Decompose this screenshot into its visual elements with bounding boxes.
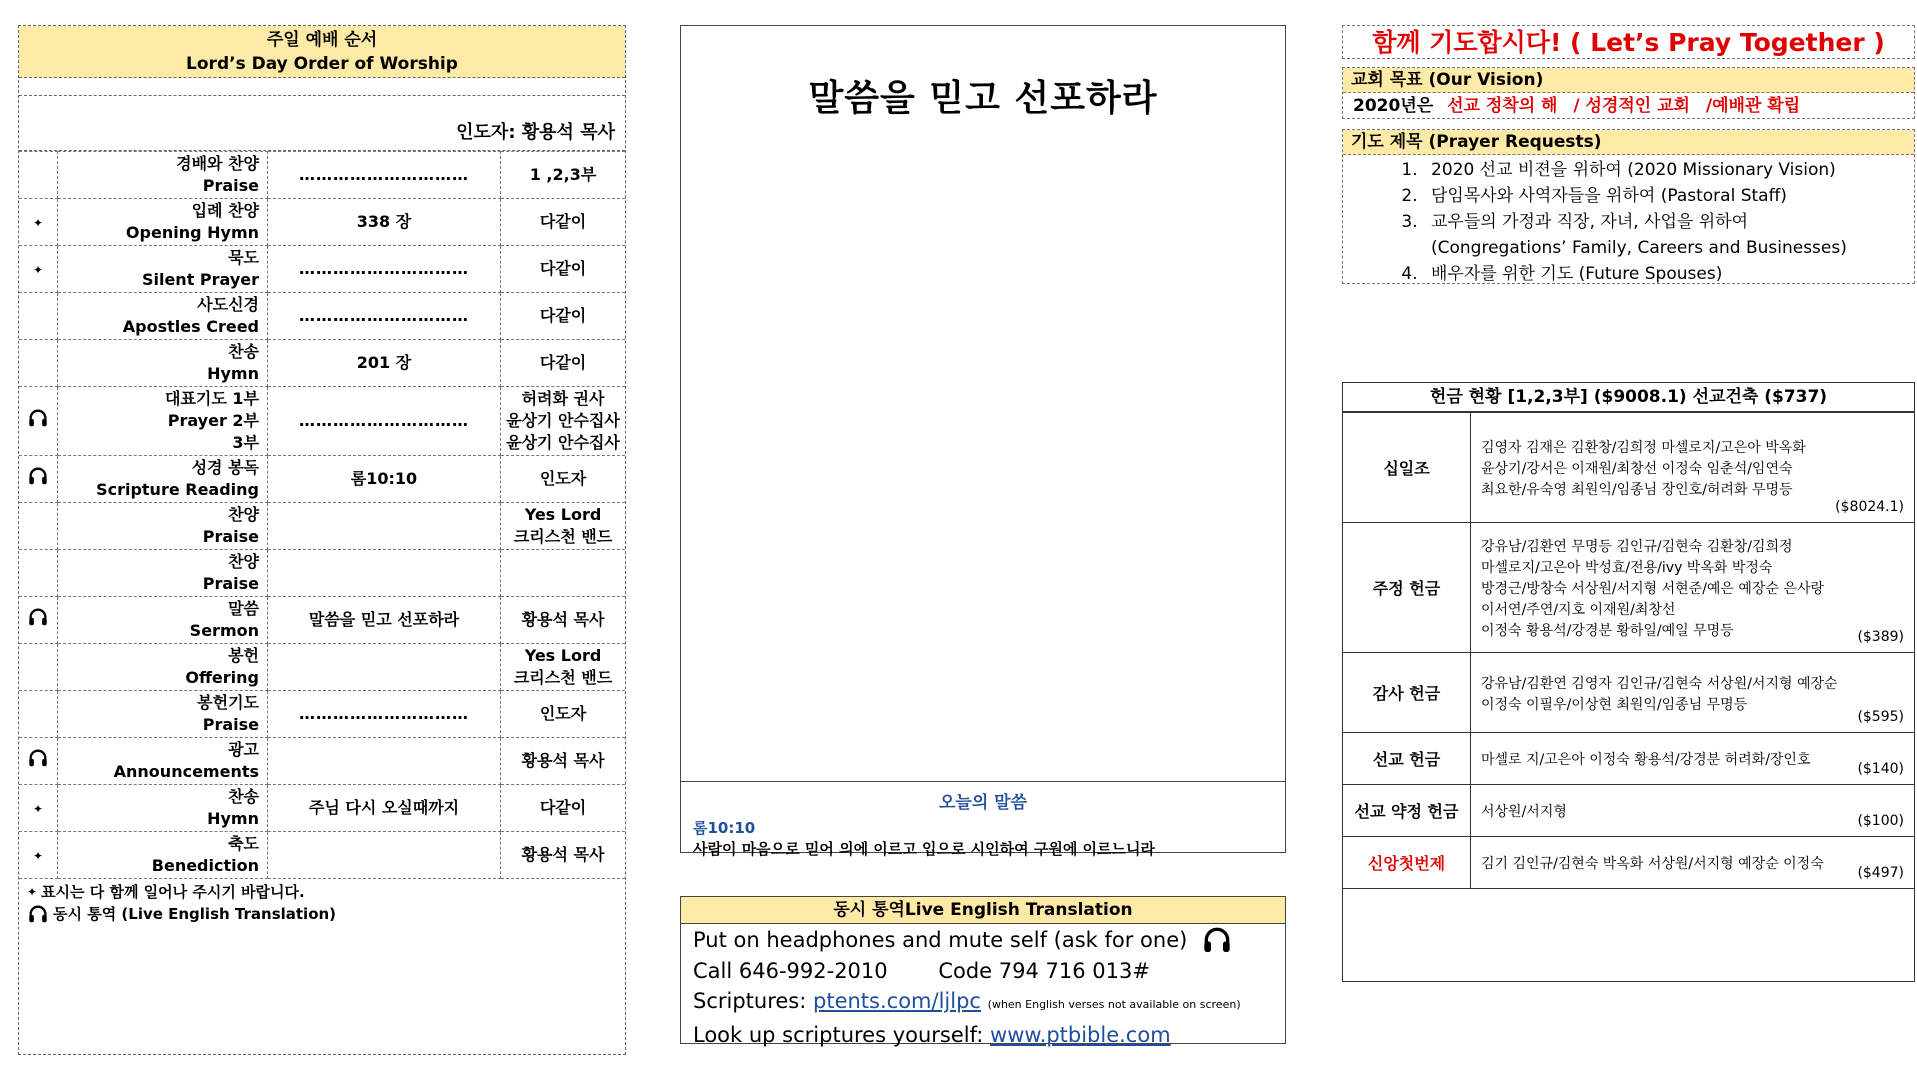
item-leader: 인도자 (539, 469, 587, 488)
row-item (58, 691, 268, 738)
row-leader (501, 456, 626, 503)
worship-row (19, 550, 625, 597)
donor-line: 김영자 김재은 김환창/김희정 마셀로지/고은아 박옥화 (1481, 440, 1806, 456)
row-detail: ………………………… (268, 691, 501, 738)
translation-line-call (681, 956, 1285, 986)
row-leader (501, 785, 626, 832)
offering-table (1343, 412, 1914, 889)
worship-row (19, 152, 625, 199)
row-item (58, 456, 268, 503)
offering-donors (1471, 837, 1915, 889)
row-marker (19, 387, 58, 456)
donor-line: 서상원/서지형 (1481, 804, 1567, 820)
item-leader: Yes Lord (524, 646, 602, 665)
worship-row (19, 503, 625, 550)
row-marker (19, 246, 58, 293)
verse-text: 사람이 마음으로 믿어 의에 이르고 입으로 시인하여 구원에 이르느니라 (693, 840, 1155, 858)
item-en: Scripture Reading (96, 480, 259, 499)
row-detail: 롬10:10 (268, 456, 501, 503)
worship-row (19, 832, 625, 879)
donor-line: 이정숙 이필우/이상현 최원익/임종님 무명등 (1481, 696, 1748, 713)
row-marker (19, 456, 58, 503)
worship-row (19, 785, 625, 832)
headphones-icon (27, 903, 49, 925)
star-icon: ✦ (32, 262, 44, 277)
item-leader: Yes Lord (524, 505, 602, 524)
translation-line-lookup (681, 1020, 1285, 1050)
star-icon: ✦ (32, 215, 44, 230)
item-ko: 봉헌 (228, 646, 259, 665)
item-en: Opening Hymn (125, 223, 259, 242)
item-ko: 찬송 (228, 342, 259, 361)
worship-row (19, 597, 625, 644)
offering-category: 주정 헌금 (1343, 523, 1471, 653)
vision-box (1342, 67, 1915, 119)
row-detail (268, 644, 501, 691)
item-ko: 축도 (228, 834, 259, 853)
translation-panel (680, 896, 1286, 1047)
row-leader (501, 644, 626, 691)
footnote-headphones (27, 903, 617, 925)
item-leader-3: 윤상기 안수집사 (506, 433, 620, 452)
prayer-item: 1. 2020 선교 비젼을 위하여 (2020 Missionary Vision) (1423, 157, 1914, 183)
scriptures-note: (when English verses not available on screen) (987, 998, 1241, 1011)
row-marker (19, 644, 58, 691)
donor-line: 김기 김인규/김현숙 박옥화 서상원/서지형 예장순 이정숙 (1481, 856, 1824, 872)
offering-row (1343, 653, 1914, 733)
order-of-worship (18, 25, 626, 1055)
row-marker (19, 550, 58, 597)
offering-donors (1471, 653, 1915, 733)
item-leader: 다같이 (539, 212, 587, 231)
prayer-requests (1342, 129, 1915, 284)
worship-title-ko: 주일 예배 순서 (266, 30, 378, 50)
offering-donors (1471, 733, 1915, 785)
row-detail (268, 550, 501, 597)
call-code: Code 794 716 013# (938, 959, 1150, 983)
row-item (58, 597, 268, 644)
donor-line: 마셀로 지/고은아 이정숙 황용석/강경분 허려화/장인호 (1481, 752, 1811, 768)
row-leader (501, 503, 626, 550)
worship-row (19, 387, 625, 456)
donor-line: 윤상기/강서은 이재원/최창선 이정숙 임춘석/임연숙 (1481, 461, 1793, 477)
row-marker (19, 738, 58, 785)
translation-line-headphones (681, 924, 1285, 956)
item-en: Apostles Creed (122, 317, 259, 336)
worship-footnotes (19, 879, 625, 927)
scriptures-label: Scriptures: (693, 989, 807, 1013)
item-leader: 인도자 (539, 704, 587, 723)
item-leader: 다같이 (539, 353, 587, 372)
vision-heading: 교회 목표 (Our Vision) (1343, 68, 1914, 93)
row-detail: 201 장 (268, 340, 501, 387)
row-detail: ………………………… (268, 293, 501, 340)
prayer-item: 2. 담임목사와 사역자들을 위하여 (Pastoral Staff) (1423, 183, 1914, 209)
item-ko: 묵도 (228, 248, 259, 267)
row-marker (19, 785, 58, 832)
item-ko: 찬송 (228, 787, 259, 806)
row-leader (501, 550, 626, 597)
spacer (19, 78, 625, 96)
ptbible-link[interactable]: www.ptbible.com (990, 1023, 1171, 1047)
item-ko: 대표기도 1부 (165, 389, 259, 408)
item-en: Hymn (207, 809, 259, 828)
offering-donors (1471, 523, 1915, 653)
row-leader (501, 387, 626, 456)
lookup-label: Look up scriptures yourself: (693, 1023, 984, 1047)
headphones-instruction: Put on headphones and mute self (ask for one) (693, 928, 1188, 952)
item-leader-2: 윤상기 안수집사 (506, 411, 620, 430)
row-item (58, 644, 268, 691)
headphones-icon (27, 465, 49, 487)
prayer-item-text: 교우들의 가정과 직장, 자녀, 사업을 위하여 (1431, 212, 1749, 232)
item-leader-2: 크리스천 밴드 (513, 668, 613, 687)
row-item (58, 738, 268, 785)
row-marker (19, 597, 58, 644)
item-leader: 황용석 목사 (521, 610, 605, 629)
sermon-panel (680, 25, 1286, 858)
offering-category: 신앙첫번제 (1343, 837, 1471, 889)
translation-line-scriptures (681, 986, 1285, 1020)
row-marker (19, 293, 58, 340)
item-en: Announcements (113, 762, 259, 781)
vision-item-3: /예배관 확립 (1705, 96, 1801, 116)
offering-amount: ($595) (1857, 709, 1904, 725)
worship-row (19, 644, 625, 691)
headphones-icon (27, 606, 49, 628)
item-ko: 찬양 (228, 552, 259, 571)
row-detail: 주님 다시 오실때까지 (268, 785, 501, 832)
offering-amount: ($140) (1857, 761, 1904, 777)
row-item (58, 340, 268, 387)
pray-together-title: 함께 기도합시다! ( Let’s Pray Together ) (1342, 25, 1915, 59)
row-leader (501, 738, 626, 785)
row-item (58, 832, 268, 879)
row-marker (19, 832, 58, 879)
row-marker (19, 340, 58, 387)
donor-line: 방경근/방창숙 서상원/서지형 서현준/예은 예장순 은사랑 (1481, 581, 1825, 597)
translation-heading: 동시 통역Live English Translation (681, 897, 1285, 924)
row-item (58, 246, 268, 293)
item-ko: 입례 찬양 (191, 201, 259, 220)
vision-item-2: / 성경적인 교회 (1573, 96, 1690, 116)
worship-row (19, 456, 625, 503)
row-detail: ………………………… (268, 152, 501, 199)
offering-row (1343, 837, 1914, 889)
donor-line: 강유남/김환연 무명등 김인규/김현숙 김환창/김희정 (1481, 539, 1793, 555)
item-leader: 황용석 목사 (521, 845, 605, 864)
item-en: Praise (202, 715, 259, 734)
item-leader: 허려화 권사 (521, 389, 605, 408)
row-detail: 말씀을 믿고 선포하라 (268, 597, 501, 644)
worship-leader: 인도자: 황용석 목사 (19, 96, 625, 151)
worship-title-en: Lord’s Day Order of Worship (186, 54, 458, 74)
row-leader (501, 293, 626, 340)
donor-line: 이서연/주연/지호 이재원/최창선 (1481, 602, 1676, 618)
row-detail (268, 738, 501, 785)
row-leader (501, 199, 626, 246)
item-en: Praise (202, 574, 259, 593)
row-marker (19, 503, 58, 550)
item-ko-3: 3부 (232, 433, 259, 452)
donor-line: 마셀로지/고은아 박성효/전용/ivy 박옥화 박정숙 (1481, 560, 1773, 576)
row-leader (501, 597, 626, 644)
footnote-headphones-text: 동시 통역 (Live English Translation) (53, 905, 337, 923)
offering-row (1343, 733, 1914, 785)
item-leader: 황용석 목사 (521, 751, 605, 770)
item-leader: 다같이 (539, 306, 587, 325)
offering-row (1343, 785, 1914, 837)
offering-donors (1471, 785, 1915, 837)
offering-row (1343, 523, 1914, 653)
row-item (58, 387, 268, 456)
offering-category: 선교 약정 헌금 (1343, 785, 1471, 837)
item-leader: 1 ,2,3부 (529, 165, 597, 184)
star-icon: ✦ (32, 801, 44, 816)
row-leader (501, 691, 626, 738)
offering-heading: 헌금 현황 [1,2,3부] ($9008.1) 선교건축 ($737) (1343, 383, 1914, 412)
offering-category: 감사 헌금 (1343, 653, 1471, 733)
worship-row (19, 738, 625, 785)
item-leader-2: 크리스천 밴드 (513, 527, 613, 546)
footnote-star-text: 표시는 다 함께 일어나 주시기 바랍니다. (41, 883, 305, 901)
offering-amount: ($497) (1857, 865, 1904, 881)
item-en: Benediction (151, 856, 259, 875)
headphones-icon (27, 407, 49, 429)
item-ko: 사도신경 (197, 295, 259, 314)
footnote-star (27, 881, 617, 903)
prayer-heading: 기도 제목 (Prayer Requests) (1343, 130, 1914, 155)
row-marker (19, 691, 58, 738)
vision-year: 2020년은 (1353, 96, 1434, 116)
worship-row (19, 293, 625, 340)
row-marker (19, 199, 58, 246)
item-ko: 봉헌기도 (197, 693, 259, 712)
vision-item-1: 선교 정착의 해 (1447, 96, 1558, 116)
prayer-item (1423, 209, 1914, 261)
vision-line (1343, 93, 1914, 119)
item-leader: 다같이 (539, 259, 587, 278)
row-leader (501, 246, 626, 293)
star-icon: ✦ (32, 848, 44, 863)
donor-line: 최요한/유숙영 최원익/임종님 장인호/허려화 무명등 (1481, 482, 1793, 498)
scriptures-link[interactable]: ptents.com/ljlpc (813, 989, 981, 1013)
row-item (58, 293, 268, 340)
item-en: Silent Prayer (141, 270, 259, 289)
headphones-icon (1201, 924, 1233, 956)
row-item (58, 550, 268, 597)
worship-row (19, 340, 625, 387)
row-detail (268, 503, 501, 550)
worship-row (19, 199, 625, 246)
row-detail: ………………………… (268, 387, 501, 456)
verse-heading: 오늘의 말씀 (938, 793, 1028, 813)
item-leader: 다같이 (539, 798, 587, 817)
row-marker (19, 152, 58, 199)
item-en: Offering (185, 668, 259, 687)
row-item (58, 503, 268, 550)
worship-header (19, 26, 625, 78)
offering-donors (1471, 413, 1915, 523)
prayer-item-text-en: (Congregations’ Family, Careers and Businesses) (1431, 238, 1847, 258)
offering-report (1342, 382, 1915, 982)
prayer-list (1343, 157, 1914, 287)
offering-amount: ($8024.1) (1835, 499, 1904, 515)
verse-reference: 롬10:10 (693, 819, 756, 837)
offering-row (1343, 413, 1914, 523)
item-ko: 경배와 찬양 (176, 154, 259, 173)
worship-row (19, 246, 625, 293)
offering-category: 선교 헌금 (1343, 733, 1471, 785)
item-en: Prayer 2부 (167, 411, 259, 430)
item-ko: 광고 (228, 740, 259, 759)
row-detail: ………………………… (268, 246, 501, 293)
todays-verse (681, 781, 1285, 858)
sermon-title: 말씀을 믿고 선포하라 (808, 78, 1158, 119)
offering-amount: ($389) (1857, 629, 1904, 645)
item-en: Praise (202, 176, 259, 195)
item-ko: 말씀 (228, 599, 259, 618)
row-item (58, 152, 268, 199)
offering-category: 십일조 (1343, 413, 1471, 523)
row-item (58, 785, 268, 832)
call-number: Call 646-992-2010 (693, 959, 888, 983)
item-en: Praise (202, 527, 259, 546)
worship-row (19, 691, 625, 738)
row-item (58, 199, 268, 246)
prayer-item: 4. 배우자를 위한 기도 (Future Spouses) (1423, 261, 1914, 287)
row-detail: 338 장 (268, 199, 501, 246)
row-leader (501, 340, 626, 387)
headphones-icon (27, 747, 49, 769)
offering-amount: ($100) (1857, 813, 1904, 829)
row-leader (501, 832, 626, 879)
donor-line: 강유남/김환연 김영자 김인규/김현숙 서상원/서지형 예장순 (1481, 675, 1838, 692)
item-ko: 성경 봉독 (191, 458, 259, 477)
worship-table (19, 151, 625, 879)
donor-line: 이정숙 황용석/강경분 황하일/예일 무명등 (1481, 623, 1734, 639)
row-leader (501, 152, 626, 199)
item-en: Sermon (189, 621, 259, 640)
star-icon: ✦ (27, 885, 38, 899)
row-detail (268, 832, 501, 879)
item-ko: 찬양 (228, 505, 259, 524)
item-en: Hymn (207, 364, 259, 383)
